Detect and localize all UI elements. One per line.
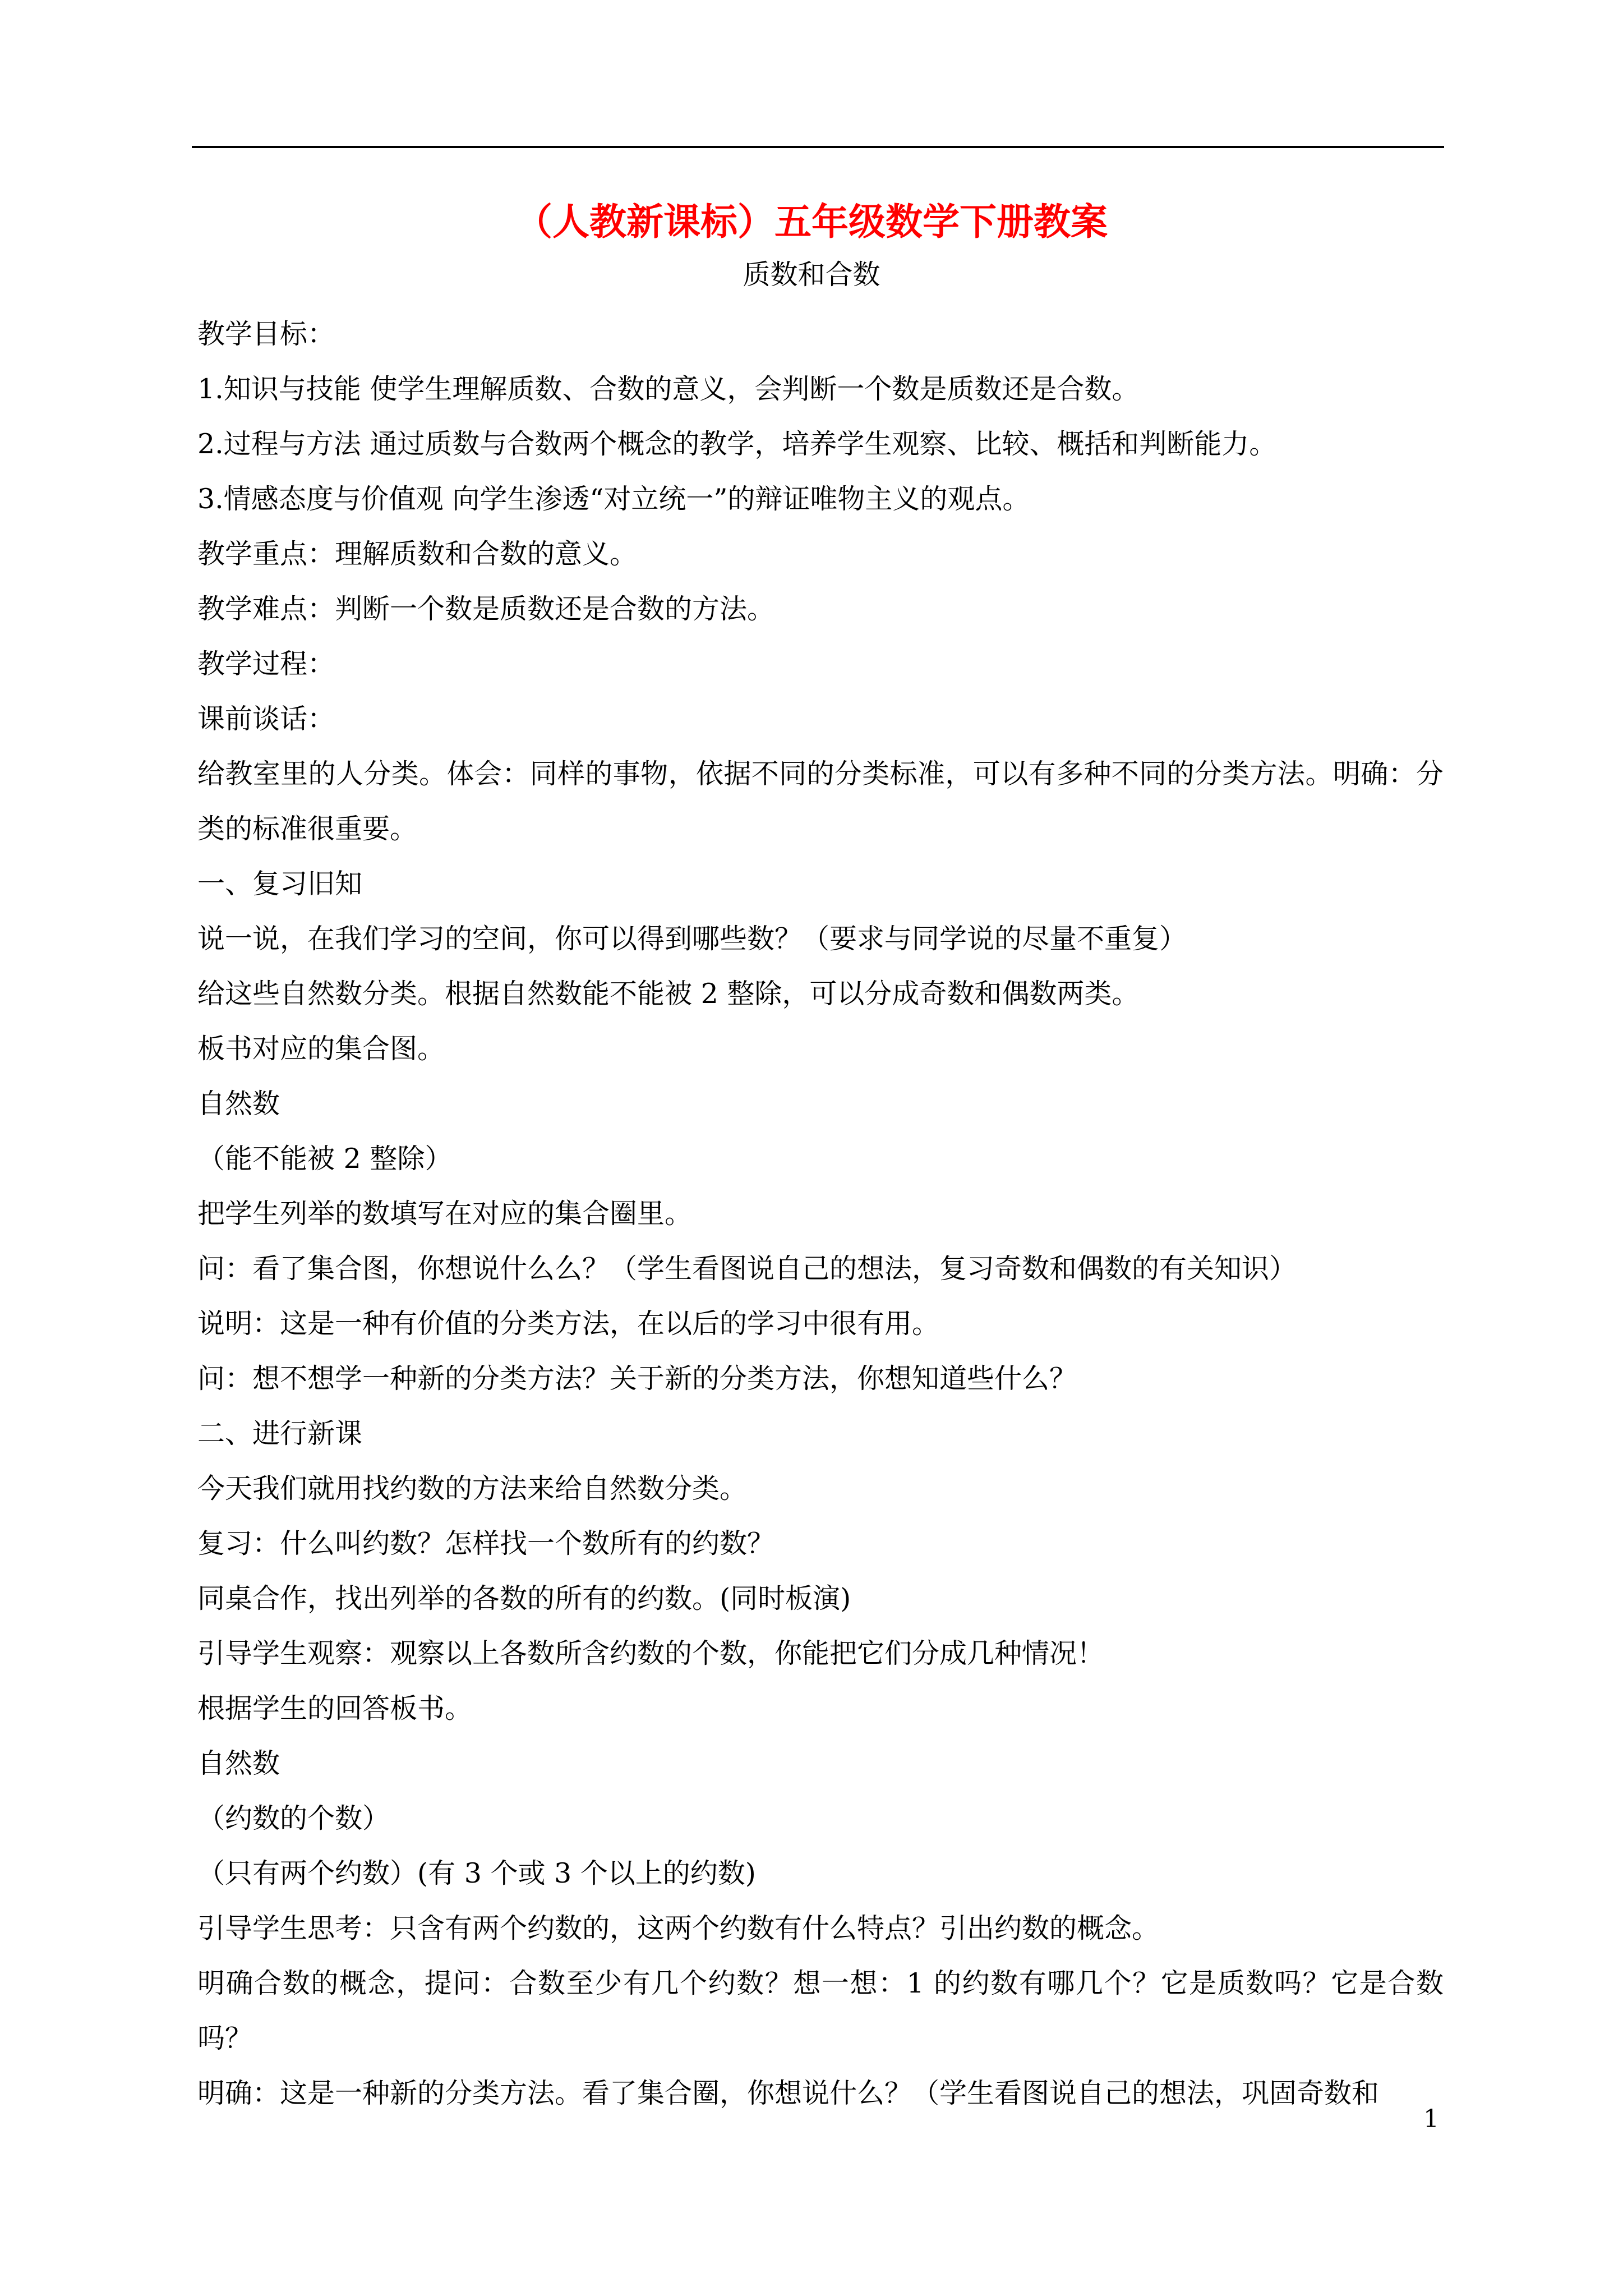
paragraph: 把学生列举的数填写在对应的集合圈里。: [197, 1198, 693, 1230]
paragraph: （只有两个约数）(有 3 个或 3 个以上的约数): [197, 1857, 756, 1889]
section-heading: 二、进行新课: [197, 1418, 363, 1450]
paragraph: 说一说，在我们学习的空间，你可以得到哪些数？（要求与同学说的尽量不重复）: [197, 923, 1187, 955]
paragraph: 教学目标：: [197, 318, 335, 350]
document-title: （人教新课标）五年级数学下册教案: [515, 200, 1108, 243]
paragraph: 引导学生思考：只含有两个约数的，这两个约数有什么特点？引出约数的概念。: [197, 1912, 1160, 1944]
paragraph: 教学重点：理解质数和合数的意义。: [197, 538, 638, 570]
paragraph: 板书对应的集合图。: [197, 1033, 445, 1065]
paragraph: 复习：什么叫约数？怎样找一个数所有的约数？: [197, 1527, 775, 1559]
paragraph: 明确：这是一种新的分类方法。看了集合圈，你想说什么？（学生看图说自己的想法，巩固奇数和: [197, 2077, 1380, 2109]
paragraph: 给这些自然数分类。根据自然数能不能被 2 整除，可以分成奇数和偶数两类。: [197, 978, 1140, 1010]
document-subtitle: 质数和合数: [743, 259, 880, 291]
page-number: 1: [1423, 2105, 1439, 2133]
paragraph: 说明：这是一种有价值的分类方法，在以后的学习中很有用。: [197, 1308, 940, 1340]
paragraph: 课前谈话：: [197, 703, 335, 735]
paragraph: 问：想不想学一种新的分类方法？关于新的分类方法，你想知道些什么？: [197, 1363, 1077, 1395]
paragraph: 引导学生观察：观察以上各数所含约数的个数，你能把它们分成几种情况！: [197, 1637, 1105, 1669]
paragraph: 今天我们就用找约数的方法来给自然数分类。: [197, 1473, 748, 1504]
paragraph: 2.过程与方法 通过质数与合数两个概念的教学，培养学生观察、比较、概括和判断能力。: [197, 428, 1277, 460]
document-body: [197, 307, 1444, 2121]
paragraph: 同桌合作，找出列举的各数的所有的约数。(同时板演): [197, 1582, 851, 1614]
section-heading: 一、复习旧知: [197, 868, 363, 900]
paragraph: 问：看了集合图，你想说什么么？（学生看图说自己的想法，复习奇数和偶数的有关知识）: [197, 1253, 1297, 1285]
paragraph: （约数的个数）: [197, 1802, 390, 1834]
paragraph: 教学难点：判断一个数是质数还是合数的方法。: [197, 593, 775, 625]
paragraph: 根据学生的回答板书。: [197, 1692, 473, 1724]
paragraph: （能不能被 2 整除）: [197, 1143, 453, 1175]
paragraph: 自然数: [197, 1088, 280, 1120]
paragraph: 3.情感态度与价值观 向学生渗透“对立统一”的辩证唯物主义的观点。: [197, 483, 1030, 515]
paragraph: 明确合数的概念，提问：合数至少有几个约数？想一想：1 的约数有哪几个？它是质数吗？它是合数吗？: [197, 1967, 1444, 2054]
paragraph: 1.知识与技能 使学生理解质数、合数的意义，会判断一个数是质数还是合数。: [197, 373, 1140, 405]
paragraph: 自然数: [197, 1747, 280, 1779]
header-rule: [192, 146, 1444, 148]
paragraph: 给教室里的人分类。体会：同样的事物，依据不同的分类标准，可以有多种不同的分类方法。明确：分类的标准很重要。: [197, 758, 1444, 845]
paragraph: 教学过程：: [197, 648, 335, 680]
